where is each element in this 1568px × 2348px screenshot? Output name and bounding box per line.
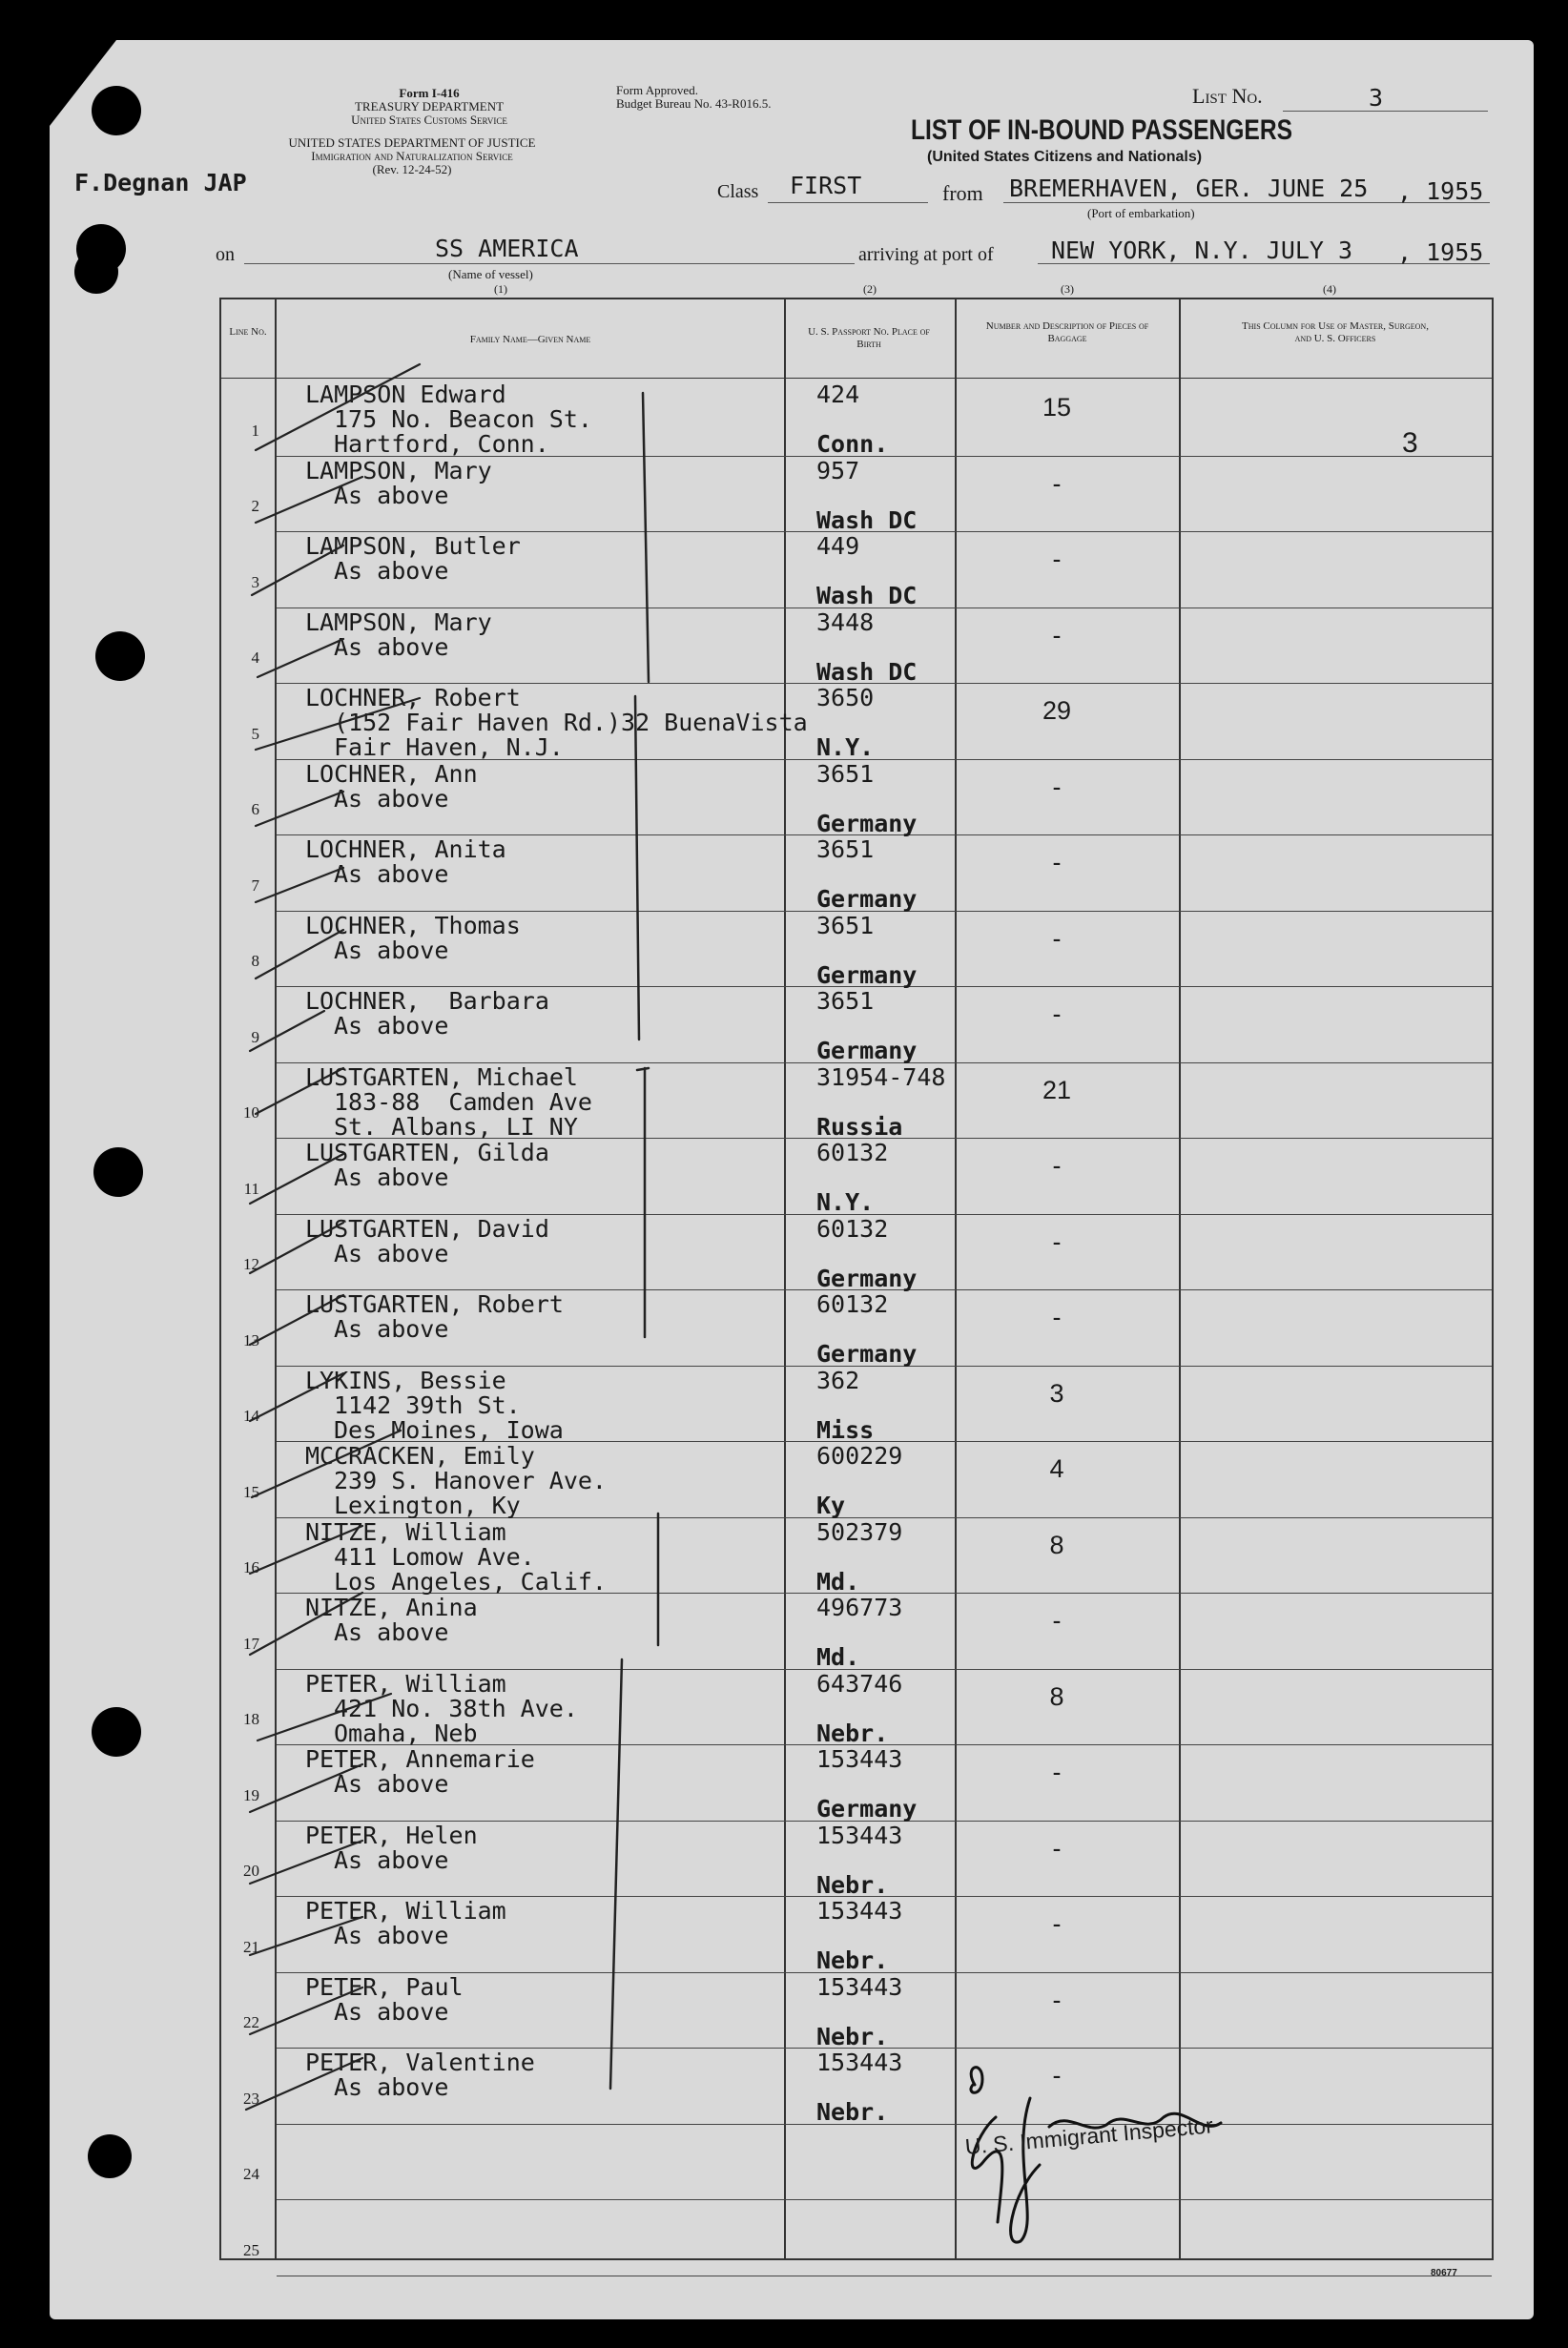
place-of-birth: Germany bbox=[816, 1264, 918, 1292]
list-number-value: 3 bbox=[1369, 84, 1384, 112]
place-of-birth: Germany bbox=[816, 960, 918, 989]
passenger-address-1: As above bbox=[334, 1618, 449, 1646]
vessel-caption: (Name of vessel) bbox=[448, 267, 533, 281]
row-line-number: 13 bbox=[243, 1330, 259, 1349]
passenger-name: PETER, Annemarie bbox=[305, 1745, 535, 1773]
passport-number: 153443 bbox=[816, 1745, 903, 1773]
embarkation-caption: (Port of embarkation) bbox=[1087, 206, 1195, 220]
passenger-address-1: As above bbox=[334, 1012, 449, 1040]
passenger-name: PETER, Paul bbox=[305, 1972, 464, 2001]
row-line-number: 20 bbox=[243, 1862, 259, 1880]
passport-number: 3651 bbox=[816, 911, 875, 939]
passenger-address-1: As above bbox=[334, 1770, 449, 1798]
passport-number: 362 bbox=[816, 1366, 860, 1394]
column-number-1: (1) bbox=[494, 282, 507, 296]
passenger-address-1: 175 No. Beacon St. bbox=[334, 405, 592, 433]
baggage-count: 8 bbox=[1049, 1681, 1064, 1711]
passenger-address-1: As above bbox=[334, 481, 449, 509]
passenger-name: LOCHNER, Ann bbox=[305, 759, 478, 788]
passport-number: 3448 bbox=[816, 608, 875, 636]
place-of-birth: Nebr. bbox=[816, 2098, 889, 2126]
tally-marks bbox=[246, 364, 420, 2110]
row-line-number: 15 bbox=[243, 1482, 259, 1501]
row-line-number: 2 bbox=[251, 497, 259, 515]
baggage-count: 8 bbox=[1049, 1530, 1064, 1559]
row-line-number: 19 bbox=[243, 1785, 259, 1804]
place-of-birth: Conn. bbox=[816, 430, 889, 458]
row-line-number: 22 bbox=[243, 2013, 259, 2031]
arriving-label: arriving at port of bbox=[858, 244, 994, 265]
inspector-stamp: F.Degnan JAP bbox=[74, 169, 247, 196]
footer-code: 80677 bbox=[1431, 2268, 1457, 2278]
passenger-name: PETER, William bbox=[305, 1669, 506, 1698]
passenger-address-2: Los Angeles, Calif. bbox=[334, 1567, 607, 1596]
column-number-4: (4) bbox=[1323, 282, 1336, 296]
place-of-birth: Germany bbox=[816, 1340, 918, 1368]
passport-number: 60132 bbox=[816, 1290, 889, 1318]
header-line-no: Line No. bbox=[229, 326, 267, 338]
baggage-count: 29 bbox=[1042, 696, 1072, 725]
baggage-count: - bbox=[1052, 468, 1062, 498]
row-line-number: 12 bbox=[243, 1255, 259, 1273]
passenger-name: LOCHNER, Anita bbox=[305, 835, 506, 863]
embarkation-port: BREMERHAVEN, GER. JUNE 25 bbox=[1009, 175, 1369, 202]
passenger-address-2: Lexington, Ky bbox=[334, 1492, 521, 1519]
passenger-name: PETER, Valentine bbox=[305, 2049, 535, 2076]
passenger-name: NITZE, Anina bbox=[305, 1594, 478, 1621]
baggage-count: - bbox=[1052, 848, 1062, 876]
passenger-address-1: 239 S. Hanover Ave. bbox=[334, 1467, 607, 1494]
baggage-count: - bbox=[1052, 772, 1062, 801]
passenger-name: NITZE, William bbox=[305, 1517, 506, 1546]
passenger-name: LYKINS, Bessie bbox=[305, 1366, 506, 1394]
passenger-name: LOCHNER, Robert bbox=[305, 684, 521, 711]
passenger-name: LUSTGARTEN, Michael bbox=[305, 1062, 578, 1091]
passenger-address-2: Des Moines, Iowa bbox=[334, 1415, 564, 1444]
baggage-count: - bbox=[1052, 1909, 1062, 1938]
column-number-2: (2) bbox=[863, 282, 877, 296]
row-line-number: 17 bbox=[243, 1634, 259, 1653]
passenger-name: MCCRACKEN, Emily bbox=[305, 1442, 535, 1470]
list-number-label: List No. bbox=[1192, 84, 1263, 108]
baggage-count: - bbox=[1052, 923, 1062, 953]
row-line-number: 5 bbox=[251, 724, 259, 743]
passenger-address-1: As above bbox=[334, 1997, 449, 2026]
baggage-count: 3 bbox=[1049, 1378, 1064, 1408]
passport-number: 643746 bbox=[816, 1669, 903, 1698]
row-line-number: 25 bbox=[243, 2240, 259, 2259]
passport-number: 3651 bbox=[816, 987, 875, 1015]
row-line-number: 18 bbox=[243, 1710, 259, 1728]
place-of-birth: Nebr. bbox=[816, 1946, 889, 1974]
passenger-address-1: As above bbox=[334, 557, 449, 585]
from-label: from bbox=[942, 181, 983, 205]
inspector-caption: U. S. Immigrant Inspector bbox=[963, 2112, 1214, 2159]
baggage-count: - bbox=[1052, 999, 1062, 1028]
passenger-address-1: 421 No. 38th Ave. bbox=[334, 1694, 578, 1722]
baggage-count: - bbox=[1052, 1833, 1062, 1863]
header-baggage: Number and Description of Pieces of Baggage bbox=[985, 320, 1149, 344]
baggage-count: - bbox=[1052, 545, 1062, 573]
row-line-number: 21 bbox=[243, 1937, 259, 1956]
passenger-name: PETER, Helen bbox=[305, 1821, 478, 1849]
passenger-address-1: 411 Lomow Ave. bbox=[334, 1542, 535, 1571]
passport-number: 3651 bbox=[816, 835, 875, 863]
form-revision: (Rev. 12-24-52) bbox=[372, 162, 452, 176]
place-of-birth: Germany bbox=[816, 1795, 918, 1823]
passenger-address-1: As above bbox=[334, 860, 449, 888]
class-value: FIRST bbox=[790, 172, 862, 199]
budget-bureau: Budget Bureau No. 43-R016.5. bbox=[616, 96, 772, 111]
passenger-address-2: Omaha, Neb bbox=[334, 1719, 478, 1747]
passport-number: 153443 bbox=[816, 1897, 903, 1925]
row-line-number: 7 bbox=[251, 875, 259, 895]
passport-number: 153443 bbox=[816, 2049, 903, 2076]
baggage-count: 4 bbox=[1049, 1454, 1064, 1483]
baggage-count: - bbox=[1052, 1758, 1062, 1786]
place-of-birth: Nebr. bbox=[816, 1719, 889, 1747]
passenger-address-2: Hartford, Conn. bbox=[334, 430, 549, 458]
official-mark: 3 bbox=[1402, 427, 1418, 459]
passenger-address-1: As above bbox=[334, 1315, 449, 1343]
passenger-address-1: As above bbox=[334, 2073, 449, 2101]
passport-number: 60132 bbox=[816, 1214, 889, 1243]
passenger-address-1: (152 Fair Haven Rd.)32 BuenaVista bbox=[334, 709, 808, 736]
header-official-use: This Column for Use of Master, Surgeon, and U. S. Officers bbox=[1242, 320, 1429, 344]
passenger-address-2: St. Albans, LI NY bbox=[334, 1112, 578, 1141]
passenger-name: LUSTGARTEN, Robert bbox=[305, 1290, 564, 1318]
place-of-birth: Miss bbox=[816, 1415, 875, 1444]
embarkation-year: , 1955 bbox=[1397, 177, 1484, 205]
justice-dept: UNITED STATES DEPARTMENT OF JUSTICE bbox=[288, 135, 536, 150]
row-line-number: 24 bbox=[243, 2165, 259, 2183]
place-of-birth: Wash DC bbox=[816, 582, 918, 609]
passenger-name: LAMPSON Edward bbox=[305, 381, 506, 408]
baggage-count: 15 bbox=[1042, 393, 1072, 422]
place-of-birth: Nebr. bbox=[816, 2022, 889, 2050]
passport-number: 496773 bbox=[816, 1594, 903, 1621]
passport-number: 957 bbox=[816, 456, 860, 484]
row-line-number: 6 bbox=[251, 800, 259, 818]
treasury-dept: TREASURY DEPARTMENT bbox=[354, 99, 505, 113]
place-of-birth: Md. bbox=[816, 1567, 860, 1596]
vessel-name: SS AMERICA bbox=[435, 235, 579, 262]
place-of-birth: Ky bbox=[816, 1492, 846, 1519]
row-line-number: 8 bbox=[251, 952, 259, 970]
form-approval: Form Approved. bbox=[616, 83, 698, 97]
arrival-port: NEW YORK, N.Y. JULY 3 bbox=[1051, 237, 1353, 264]
passenger-address-1: 183-88 Camden Ave bbox=[334, 1087, 592, 1116]
passenger-address-1: As above bbox=[334, 784, 449, 813]
passenger-address-1: As above bbox=[334, 936, 449, 964]
passenger-name: LAMPSON, Mary bbox=[305, 456, 492, 484]
passport-number: 153443 bbox=[816, 1821, 903, 1849]
passenger-address-1: As above bbox=[334, 1845, 449, 1874]
place-of-birth: Germany bbox=[816, 809, 918, 837]
passenger-name: LOCHNER, Thomas bbox=[305, 911, 521, 939]
passenger-name: LAMPSON, Butler bbox=[305, 532, 521, 560]
class-label: Class bbox=[717, 181, 759, 202]
passport-number: 502379 bbox=[816, 1517, 903, 1546]
place-of-birth: Russia bbox=[816, 1112, 903, 1141]
passenger-address-1: 1142 39th St. bbox=[334, 1390, 521, 1419]
baggage-count: 21 bbox=[1042, 1075, 1072, 1104]
baggage-count: - bbox=[1052, 1151, 1062, 1180]
passport-number: 449 bbox=[816, 532, 860, 560]
passport-number: 3650 bbox=[816, 684, 875, 711]
place-of-birth: Wash DC bbox=[816, 505, 918, 534]
passenger-address-1: As above bbox=[334, 632, 449, 661]
passport-number: 424 bbox=[816, 381, 860, 408]
ins-service: Immigration and Naturalization Service bbox=[311, 149, 513, 163]
row-line-number: 9 bbox=[251, 1027, 259, 1046]
row-line-number: 14 bbox=[243, 1407, 259, 1425]
form-number: Form I-416 bbox=[399, 86, 460, 100]
row-line-number: 4 bbox=[251, 649, 259, 667]
column-number-3: (3) bbox=[1061, 282, 1074, 296]
place-of-birth: N.Y. bbox=[816, 1188, 875, 1216]
place-of-birth: N.Y. bbox=[816, 733, 875, 761]
row-line-number: 23 bbox=[243, 2089, 259, 2108]
row-line-number: 3 bbox=[251, 572, 259, 591]
passport-number: 153443 bbox=[816, 1972, 903, 2001]
passport-number: 60132 bbox=[816, 1139, 889, 1166]
baggage-count: - bbox=[1052, 1226, 1062, 1256]
baggage-count: - bbox=[1052, 1606, 1062, 1635]
header-name: Family Name—Given Name bbox=[469, 334, 591, 345]
passenger-address-2: Fair Haven, N.J. bbox=[334, 733, 564, 761]
baggage-count: - bbox=[1052, 620, 1062, 649]
on-label: on bbox=[216, 244, 235, 265]
passenger-address-1: As above bbox=[334, 1922, 449, 1949]
passenger-name: LAMPSON, Mary bbox=[305, 608, 492, 636]
header-passport: U. S. Passport No. Place of Birth bbox=[808, 326, 930, 350]
row-line-number: 16 bbox=[243, 1558, 259, 1576]
baggage-count: - bbox=[1052, 2061, 1062, 2090]
place-of-birth: Germany bbox=[816, 1037, 918, 1064]
baggage-count: - bbox=[1052, 1303, 1062, 1331]
passenger-address-1: As above bbox=[334, 1239, 449, 1267]
row-line-number: 1 bbox=[251, 421, 259, 440]
passenger-name: PETER, William bbox=[305, 1897, 506, 1925]
passenger-name: LUSTGARTEN, David bbox=[305, 1214, 549, 1243]
passenger-name: LOCHNER, Barbara bbox=[305, 987, 549, 1015]
passenger-address-1: As above bbox=[334, 1164, 449, 1191]
place-of-birth: Md. bbox=[816, 1643, 860, 1671]
passport-number: 31954-748 bbox=[816, 1062, 946, 1091]
passport-number: 600229 bbox=[816, 1442, 903, 1470]
place-of-birth: Nebr. bbox=[816, 1870, 889, 1899]
arrival-year: , 1955 bbox=[1397, 238, 1484, 266]
row-line-number: 11 bbox=[243, 1179, 259, 1198]
baggage-count: - bbox=[1052, 1985, 1062, 2014]
customs-service: United States Customs Service bbox=[351, 113, 507, 127]
place-of-birth: Wash DC bbox=[816, 657, 918, 686]
passenger-name: LUSTGARTEN, Gilda bbox=[305, 1139, 549, 1166]
place-of-birth: Germany bbox=[816, 885, 918, 913]
manifest-title: LIST OF IN-BOUND PASSENGERS bbox=[911, 114, 1293, 146]
passport-number: 3651 bbox=[816, 759, 875, 788]
row-line-number: 10 bbox=[243, 1103, 259, 1122]
manifest-subtitle: (United States Citizens and Nationals) bbox=[927, 149, 1203, 165]
